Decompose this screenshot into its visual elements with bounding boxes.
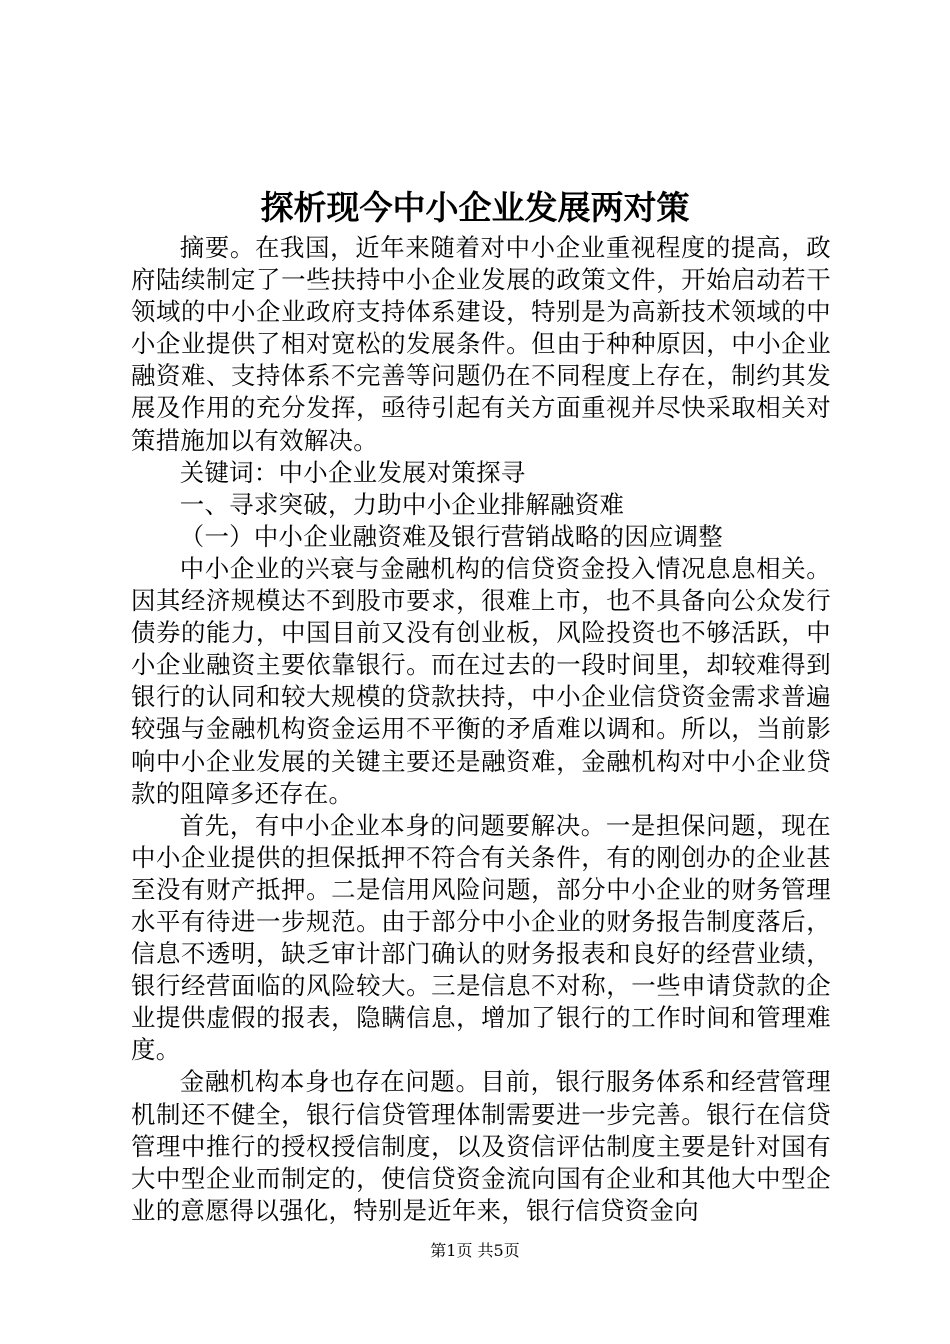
body-paragraph: 金融机构本身也存在问题。目前，银行服务体系和经营管理机制还不健全，银行信贷管理体制需要进一步完善。银行在信贷管理中推行的授权授信制度，以及资信评估制度主要是针对国有大中型企业而制定的，使信贷资金流向国有企业和其他大中型企业的意愿得以强化，特别是近年来，银行信贷资金向 xyxy=(131,1067,831,1225)
document-body xyxy=(131,232,831,1227)
abstract-paragraph: 摘要。在我国，近年来随着对中小企业重视程度的提高，政府陆续制定了一些扶持中小企业发展的政策文件，开始启动若干领域的中小企业政府支持体系建设，特别是为高新技术领域的中小企业提供了相对宽松的发展条件。但由于种种原因，中小企业融资难、支持体系不完善等问题仍在不同程度上存在，制约其发展及作用的充分发挥，亟待引起有关方面重视并尽快采取相关对策措施加以有效解决。 xyxy=(131,233,831,455)
section-heading: 一、寻求突破，力助中小企业排解融资难 xyxy=(179,489,625,519)
keywords-paragraph: 关键词：中小企业发展对策探寻 xyxy=(179,457,526,487)
page-number-footer: 第1页 共5页 xyxy=(430,1241,520,1260)
subsection-heading: （一）中小企业融资难及银行营销战略的因应调整 xyxy=(179,521,723,551)
body-paragraph: 首先，有中小企业本身的问题要解决。一是担保问题，现在中小企业提供的担保抵押不符合有关条件，有的刚创办的企业甚至没有财产抵押。二是信用风险问题，部分中小企业的财务管理水平有待进一步规范。由于部分中小企业的财务报告制度落后，信息不透明，缺乏审计部门确认的财务报表和良好的经营业绩，银行经营面临的风险较大。三是信息不对称，一些申请贷款的企业提供虚假的报表，隐瞒信息，增加了银行的工作时间和管理难度。 xyxy=(131,810,831,1065)
body-paragraph: 中小企业的兴衰与金融机构的信贷资金投入情况息息相关。因其经济规模达不到股市要求，很难上市，也不具备向公众发行债券的能力，中国目前又没有创业板，风险投资也不够活跃，中小企业融资主要依靠银行。而在过去的一段时间里，却较难得到银行的认同和较大规模的贷款扶持，中小企业信贷资金需求普遍较强与金融机构资金运用不平衡的矛盾难以调和。所以，当前影响中小企业发展的关键主要还是融资难，金融机构对中小企业贷款的阻障多还存在。 xyxy=(131,553,831,808)
document-title: 探析现今中小企业发展两对策 xyxy=(260,188,690,227)
